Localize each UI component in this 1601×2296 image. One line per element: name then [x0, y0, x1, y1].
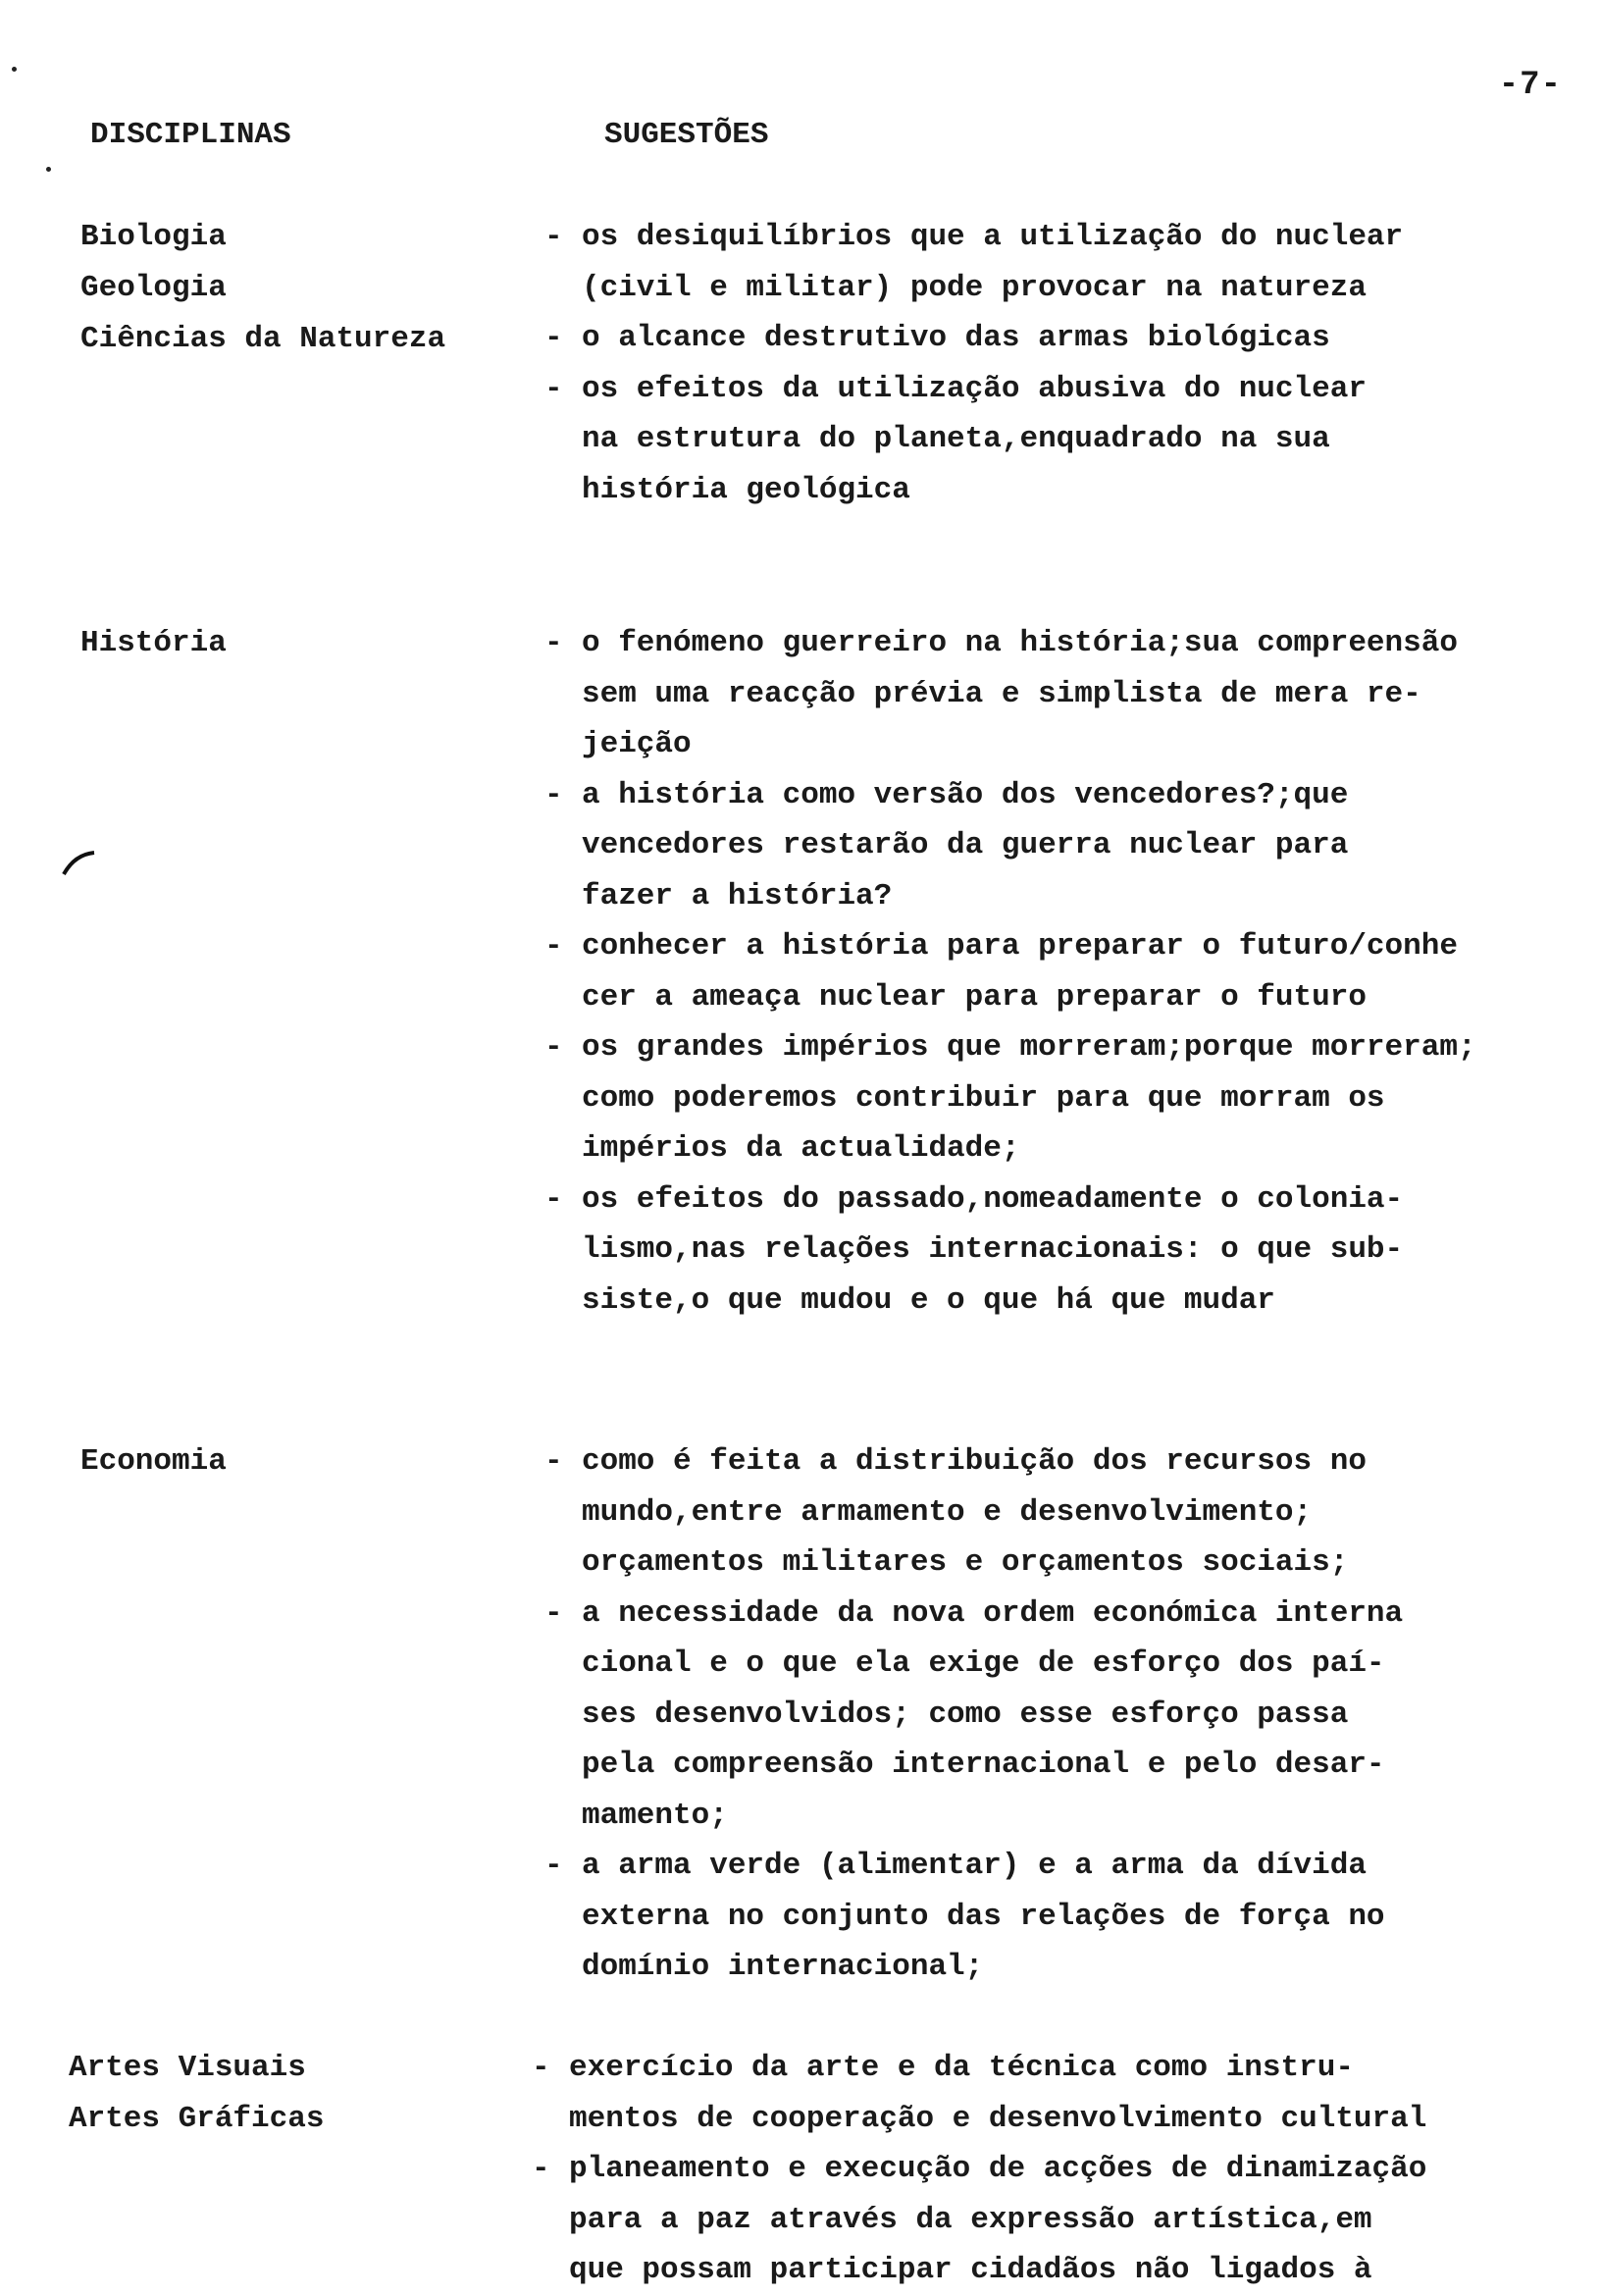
discipline-label: Artes Visuais: [69, 2051, 306, 2085]
suggestion-line: siste,o que mudou e o que há que mudar: [582, 1282, 1275, 1318]
suggestion-line: como poderemos contribuir para que morram os: [582, 1080, 1385, 1116]
suggestion-line: o alcance destrutivo das armas biológicas: [582, 321, 1330, 355]
suggestion-line: mundo,entre armamento e desenvolvimento;: [582, 1494, 1313, 1530]
suggestion-list: [544, 618, 1594, 1326]
discipline-list: [80, 618, 227, 669]
scan-mark: [46, 167, 51, 172]
scan-mark: [12, 67, 17, 72]
suggestion-line: a arma verde (alimentar) e a arma da dívida: [582, 1849, 1367, 1883]
suggestion-line: o fenómeno guerreiro na história;sua compreensão: [582, 626, 1458, 660]
discipline-label: Economia: [80, 1444, 227, 1479]
suggestion-item: - como é feita a distribuição dos recursos no mundo,entre armamento e desenvolvimento; orçamentos militares e orçamentos sociais;: [544, 1436, 1594, 1589]
suggestion-line: conhecer a história para preparar o futuro/conhe: [582, 929, 1458, 964]
discipline-label: História: [80, 626, 227, 660]
suggestion-line: orçamentos militares e orçamentos sociais;: [582, 1545, 1349, 1580]
discipline-list: [80, 212, 445, 365]
discipline-list: [69, 2043, 324, 2145]
suggestion-item: - exercício da arte e da técnica como instru- mentos de cooperação e desenvolvimento cultural: [532, 2043, 1581, 2144]
suggestion-item: - os efeitos do passado,nomeadamente o colonia- lismo,nas relações internacionais: o que sub- siste,o que mudou e o que há que mudar: [544, 1174, 1594, 1327]
suggestion-line: vencedores restarão da guerra nuclear para: [582, 828, 1349, 862]
discipline-label: Ciências da Natureza: [80, 322, 446, 356]
suggestion-item: - conhecer a história para preparar o futuro/conhe cer a ameaça nuclear para preparar o futuro: [544, 921, 1594, 1022]
suggestion-line: mentos de cooperação e desenvolvimento cultural: [569, 2101, 1427, 2136]
suggestion-item: - a necessidade da nova ordem económica interna cional e o que ela exige de esforço dos paí- ses desenvolvidos; como esse esforço passa pela compreensão internacional e pelo desar- mamento;: [544, 1589, 1594, 1842]
suggestion-item: - a arma verde (alimentar) e a arma da dívida externa no conjunto das relações de força no domínio internacional;: [544, 1841, 1594, 1993]
scan-mark-arc: [61, 849, 100, 878]
suggestion-item: - planeamento e execução de acções de dinamização para a paz através da expressão artística,em que possam participar cidadãos não ligados à: [532, 2144, 1581, 2296]
suggestion-item: - os grandes impérios que morreram;porque morreram; como poderemos contribuir para que morram os impérios da actualidade;: [544, 1022, 1594, 1174]
page-number: -7-: [1498, 67, 1562, 104]
suggestion-item: - os desiquilíbrios que a utilização do nuclear (civil e militar) pode provocar na natureza: [544, 212, 1594, 313]
suggestion-item: - a história como versão dos vencedores?;que vencedores restarão da guerra nuclear para fazer a história?: [544, 770, 1594, 922]
suggestion-line: fazer a história?: [582, 878, 893, 913]
suggestion-item: - os efeitos da utilização abusiva do nuclear na estrutura do planeta,enquadrado na sua história geológica: [544, 364, 1594, 516]
suggestion-line: como é feita a distribuição dos recursos no: [582, 1444, 1367, 1479]
suggestion-item: - o fenómeno guerreiro na história;sua compreensão sem uma reacção prévia e simplista de mera re- jeição: [544, 618, 1594, 770]
suggestion-line: cer a ameaça nuclear para preparar o futuro: [582, 979, 1367, 1015]
discipline-list: [80, 1436, 227, 1487]
suggestion-item: - o alcance destrutivo das armas biológicas: [544, 313, 1594, 364]
suggestion-line: lismo,nas relações internacionais: o que sub-: [582, 1232, 1404, 1267]
suggestion-line: mamento;: [582, 1798, 728, 1833]
suggestion-list: [544, 1436, 1594, 1993]
suggestion-line: domínio internacional;: [582, 1950, 984, 1984]
suggestion-line: (civil e militar) pode provocar na natureza: [582, 270, 1367, 305]
suggestion-line: cional e o que ela exige de esforço dos paí-: [582, 1646, 1385, 1681]
suggestion-list: [544, 212, 1594, 515]
suggestion-line: os desiquilíbrios que a utilização do nuclear: [582, 220, 1404, 254]
suggestion-list: [532, 2043, 1581, 2296]
suggestion-line: externa no conjunto das relações de força no: [582, 1899, 1385, 1934]
suggestion-line: os grandes impérios que morreram;porque morreram;: [582, 1030, 1476, 1065]
suggestion-line: pela compreensão internacional e pelo desar-: [582, 1748, 1385, 1782]
suggestion-line: os efeitos da utilização abusiva do nuclear: [582, 371, 1367, 406]
header-disciplines: DISCIPLINAS: [90, 118, 291, 152]
suggestion-line: jeição: [582, 727, 692, 761]
suggestion-line: planeamento e execução de acções de dinamização: [569, 2152, 1427, 2186]
suggestion-line: a história como versão dos vencedores?;que: [582, 777, 1349, 812]
discipline-label: Biologia: [80, 220, 227, 254]
suggestion-line: sem uma reacção prévia e simplista de mera re-: [582, 676, 1421, 711]
discipline-label: Geologia: [80, 271, 227, 305]
suggestion-line: a necessidade da nova ordem económica interna: [582, 1595, 1404, 1631]
suggestion-line: impérios da actualidade;: [582, 1131, 1020, 1166]
suggestion-line: na estrutura do planeta,enquadrado na sua: [582, 422, 1330, 456]
suggestion-line: para a paz através da expressão artística,em: [569, 2202, 1372, 2237]
suggestion-line: história geológica: [582, 472, 910, 507]
suggestion-line: que possam participar cidadãos não ligados à: [569, 2253, 1372, 2287]
suggestion-line: ses desenvolvidos; como esse esforço passa: [582, 1696, 1349, 1732]
suggestion-line: exercício da arte e da técnica como instru-: [569, 2051, 1354, 2085]
suggestion-line: os efeitos do passado,nomeadamente o colonia-: [582, 1181, 1404, 1217]
discipline-label: Artes Gráficas: [69, 2102, 325, 2136]
header-suggestions: SUGESTÕES: [604, 118, 769, 152]
